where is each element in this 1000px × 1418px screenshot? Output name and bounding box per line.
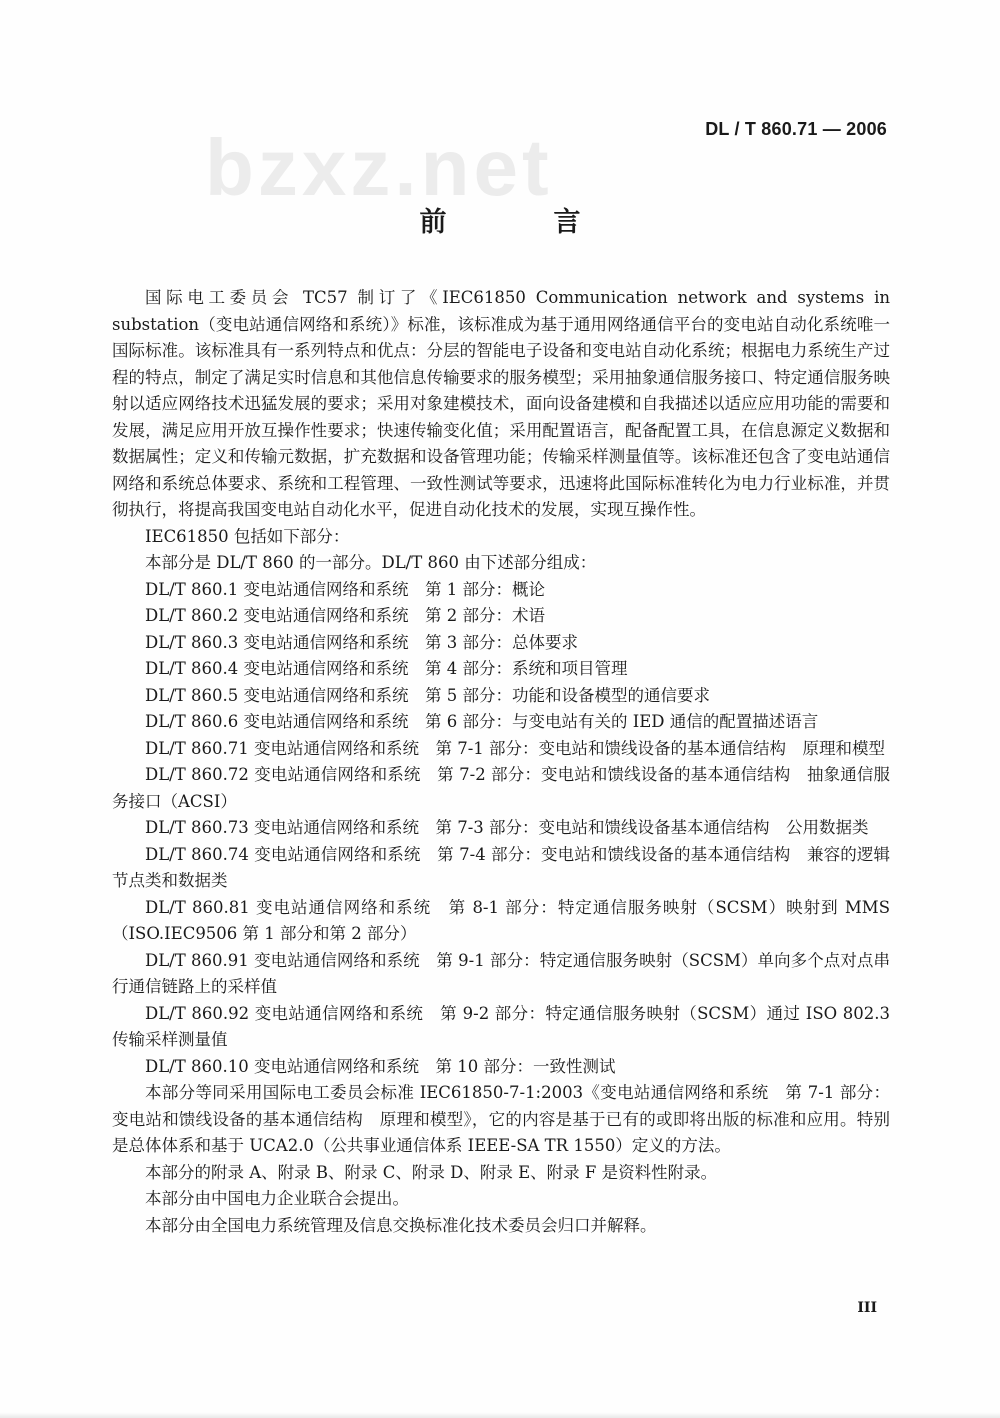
- watermark: bzxz.net: [205, 123, 553, 212]
- paragraph-composition: 本部分是 DL/T 860 的一部分。DL/T 860 由下述部分组成：: [145, 553, 597, 572]
- list-item: DL/T 860.1 变电站通信网络和系统 第 1 部分：概论: [145, 579, 545, 599]
- list-item: DL/T 860.91 变电站通信网络和系统 第 9-1 部分：特定通信服务映射（SCSM）单向多个点对点串行通信链路上的采样值: [112, 950, 890, 996]
- list-item: DL/T 860.73 变电站通信网络和系统 第 7-3 部分：变电站和馈线设备基本通信结构 公用数据类: [145, 818, 869, 837]
- paragraph-adoption: 本部分等同采用国际电工委员会标准 IEC61850-7-1:2003《变电站通信网络和系统 第 7-1 部分：变电站和馈线设备的基本通信结构 原理和模型》，它的内容是基于已有的或即将出版的标准和应用。特别是总体体系和基于 UCA2.0（公共事业通信体系 IEEE-SA TR 1550）定义的方法。: [112, 1083, 890, 1155]
- paragraph-intro: 国际电工委员会 TC57 制订了《IEC61850 Communication network and systems in substation（变电站通信网络和系统）》标准，该标准成为基于通用网络通信平台的变电站自动化系统唯一国际标准。该标准具有一系列特点和优点：分层的智能电子设备和变电站自动化系统；根据电力系统生产过程的特点，制定了满足实时信息和其他信息传输要求的服务模型；采用抽象通信服务接口、特定通信服务映射以适应网络技术迅猛发展的要求；采用对象建模技术，面向设备建模和自我描述以适应应用功能的需要和发展，满足应用开放互操作性要求；快速传输变化值；采用配置语言，配备配置工具，在信息源定义数据和数据属性；定义和传输元数据，扩充数据和设备管理功能；传输采样测量值等。该标准还包含了变电站通信网络和系统总体要求、系统和工程管理、一致性测试等要求，迅速将此国际标准转化为电力行业标准，并贯彻执行，将提高我国变电站自动化水平，促进自动化技术的发展，实现互操作性。: [112, 288, 890, 519]
- body-text: [112, 285, 890, 1239]
- list-item: DL/T 860.2 变电站通信网络和系统 第 2 部分：术语: [145, 606, 545, 625]
- list-item: DL/T 860.81 变电站通信网络和系统 第 8-1 部分：特定通信服务映射（SCSM）映射到 MMS（ISO.IEC9506 第 1 部分和第 2 部分）: [112, 897, 890, 943]
- list-item: DL/T 860.3 变电站通信网络和系统 第 3 部分：总体要求: [145, 632, 578, 652]
- page-bottom-edge: [0, 1412, 1000, 1418]
- list-item: DL/T 860.6 变电站通信网络和系统 第 6 部分：与变电站有关的 IED 通信的配置描述语言: [145, 712, 819, 731]
- list-item: DL/T 860.10 变电站通信网络和系统 第 10 部分：一致性测试: [145, 1056, 616, 1076]
- list-item: DL/T 860.74 变电站通信网络和系统 第 7-4 部分：变电站和馈线设备的基本通信结构 兼容的逻辑节点类和数据类: [112, 844, 890, 890]
- paragraph-proposer: 本部分由中国电力企业联合会提出。: [145, 1189, 409, 1208]
- paragraph-appendices: 本部分的附录 A、附录 B、附录 C、附录 D、附录 E、附录 F 是资料性附录。: [145, 1162, 718, 1182]
- page-number: III: [857, 1300, 877, 1316]
- paragraph-responsibility: 本部分由全国电力系统管理及信息交换标准化技术委员会归口并解释。: [145, 1215, 657, 1235]
- list-item: DL/T 860.5 变电站通信网络和系统 第 5 部分：功能和设备模型的通信要求: [145, 685, 710, 705]
- standard-number: DL / T 860.71 — 2006: [705, 119, 887, 139]
- paragraph-parts-intro: IEC61850 包括如下部分：: [145, 526, 350, 546]
- list-item: DL/T 860.71 变电站通信网络和系统 第 7-1 部分：变电站和馈线设备的基本通信结构 原理和模型: [145, 738, 886, 758]
- list-item: DL/T 860.92 变电站通信网络和系统 第 9-2 部分：特定通信服务映射（SCSM）通过 ISO 802.3 传输采样测量值: [112, 1003, 890, 1049]
- list-item: DL/T 860.72 变电站通信网络和系统 第 7-2 部分：变电站和馈线设备的基本通信结构 抽象通信服务接口（ACSI）: [112, 765, 890, 811]
- page-title: 前 言: [419, 207, 621, 238]
- list-item: DL/T 860.4 变电站通信网络和系统 第 4 部分：系统和项目管理: [145, 659, 628, 678]
